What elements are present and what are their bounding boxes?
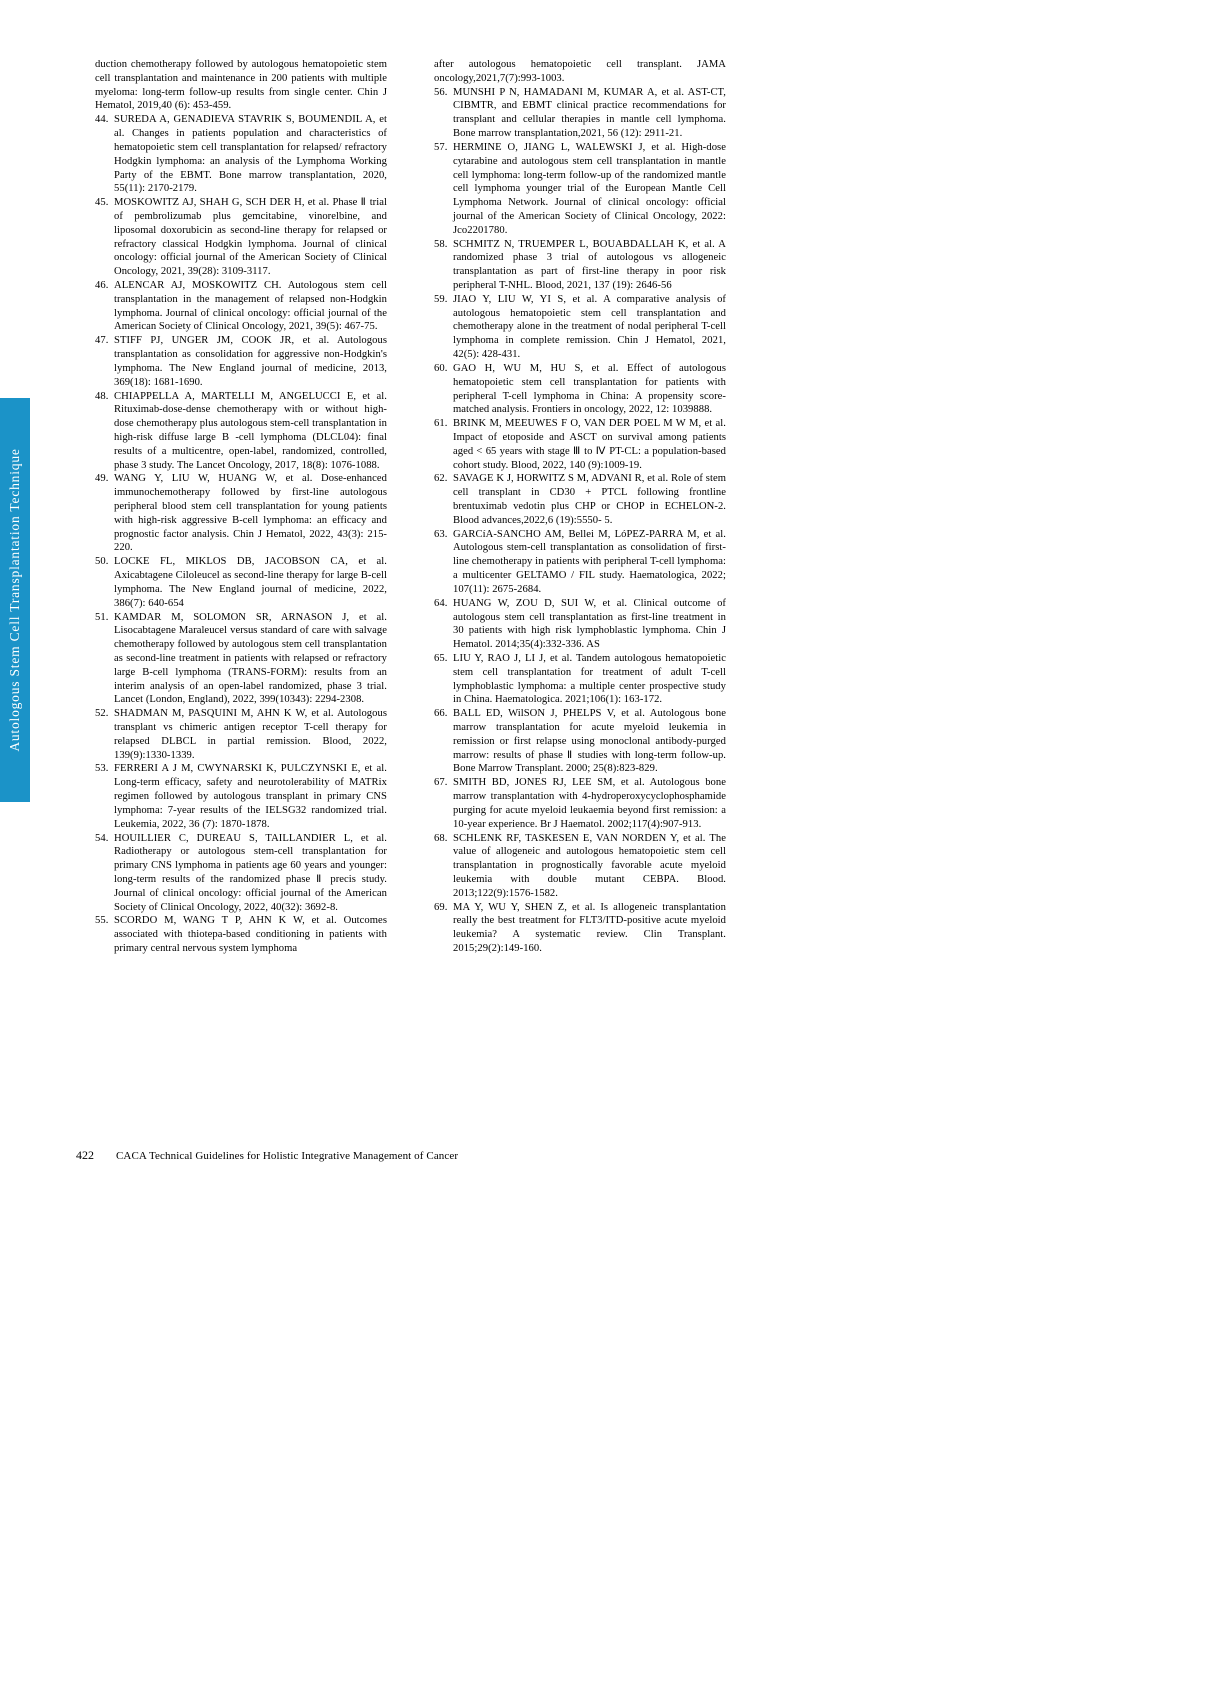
columns-wrapper	[95, 58, 1125, 956]
page-number: 422	[76, 1148, 94, 1162]
reference-text: HOUILLIER C, DUREAU S, TAILLANDIER L, et al. Radiotherapy or autologous stem-cell transplantation for primary CNS lymphoma in patients age 60 years and younger: long-term results of the randomized phase Ⅱ precis study. Journal of clinical oncology: official journal of the American Society of Clinical Oncology, 2022, 40(32): 3692-8.	[114, 832, 387, 913]
reference-item	[95, 113, 387, 196]
reference-text: HERMINE O, JIANG L, WALEWSKI J, et al. High-dose cytarabine and autologous stem cell transplantation in mantle cell lymphoma: long-term follow-up of the randomized mantle cell lymphoma younger trial of the European Mantle Cell Lymphoma Network. Journal of clinical oncology: official journal of the American Society of Clinical Oncology, 2022: Jco2201780.	[453, 141, 726, 236]
reference-list-area	[95, 58, 1125, 956]
reference-number: 55.	[95, 915, 109, 927]
reference-item	[95, 832, 387, 915]
reference-number: 57.	[434, 141, 448, 153]
reference-text: JIAO Y, LIU W, YI S, et al. A comparative analysis of autologous hematopoietic stem cell transplantation and chemotherapy alone in the treatment of nodal peripheral T-cell lymphoma in complete remission. Chin J Hematol, 2021, 42(5): 428-431.	[453, 293, 726, 361]
reference-number: 62.	[434, 473, 448, 485]
reference-text: FERRERI A J M, CWYNARSKI K, PULCZYNSKI E, et al. Long-term efficacy, safety and neurotolerability of MATRix regimen followed by autologous transplant in primary CNS lymphoma: 7-year results of the IELSG32 randomized trial. Leukemia, 2022, 36 (7): 1870-1878.	[114, 763, 387, 830]
reference-item	[95, 611, 387, 708]
reference-item	[95, 555, 387, 610]
reference-text: STIFF PJ, UNGER JM, COOK JR, et al. Autologous transplantation as consolidation for aggressive non-Hodgkin's lymphoma. The New England journal of medicine, 2013, 369(18): 1681-1690.	[114, 335, 387, 388]
side-tab-running-head	[0, 398, 30, 802]
reference-item	[95, 196, 387, 279]
reference-text: ALENCAR AJ, MOSKOWITZ CH. Autologous stem cell transplantation in the management of relapsed non-Hodgkin lymphoma. Journal of clinical oncology: official journal of the American Society of Clinical Oncology, 2021, 39(5): 467-75.	[114, 280, 387, 333]
reference-text: GAO H, WU M, HU S, et al. Effect of autologous hematopoietic stem cell transplantation for patients with peripheral T-cell lymphoma in China: A propensity score-matched analysis. Frontiers in oncology, 2022, 12: 1039888.	[453, 362, 726, 416]
reference-item	[95, 279, 387, 334]
footer-title: CACA Technical Guidelines for Holistic Integrative Management of Cancer	[116, 1150, 459, 1162]
reference-item	[95, 472, 387, 555]
reference-number: 49.	[95, 473, 109, 485]
reference-text: BALL ED, WilSON J, PHELPS V, et al. Autologous bone marrow transplantation for acute myeloid leukemia in remission or first relapse using monoclonal antibody-purged marrow: results of phase Ⅱ studies with long-term follow-up. Bone Marrow Transplant. 2000; 25(8):823-829.	[453, 708, 726, 775]
reference-number: 66.	[434, 708, 448, 720]
reference-text: LOCKE FL, MIKLOS DB, JACOBSON CA, et al. Axicabtagene Ciloleucel as second-line therapy for large B-cell lymphoma. The New England journal of medicine, 2022, 386(7): 640-654	[114, 556, 387, 609]
reference-text: SCHLENK RF, TASKESEN E, VAN NORDEN Y, et al. The value of allogeneic and autologous hematopoietic stem cell transplantation in prognostically favorable acute myeloid leukemia with double mutant CEBPA. Blood. 2013;122(9):1576-1582.	[453, 832, 726, 899]
reference-number: 47.	[95, 335, 109, 347]
reference-item	[95, 707, 387, 762]
reference-number: 54.	[95, 832, 109, 844]
reference-item	[434, 58, 726, 86]
reference-text: SCORDO M, WANG T P, AHN K W, et al. Outcomes associated with thiotepa-based conditioning in patients with primary central nervous system lymphoma	[114, 915, 387, 954]
reference-number: 46.	[95, 280, 109, 291]
reference-item	[434, 652, 726, 707]
reference-text: SMITH BD, JONES RJ, LEE SM, et al. Autologous bone marrow transplantation with 4-hydroperoxycyclophosphamide purging for acute myeloid leukaemia beyond first remission: a 10-year experience. Br J Haematol. 2002;117(4):907-913.	[453, 777, 726, 830]
reference-item	[434, 417, 726, 472]
reference-text: SCHMITZ N, TRUEMPER L, BOUABDALLAH K, et al. A randomized phase 3 trial of autologous vs allogeneic transplantation as part of first-line therapy in poor risk peripheral T-NHL. Blood, 2021, 137 (19): 2646-56	[453, 238, 726, 291]
reference-text: KAMDAR M, SOLOMON SR, ARNASON J, et al. Lisocabtagene Maraleucel versus standard of care with salvage chemotherapy followed by autologous stem cell transplantation as second-line treatment in patients with relapsed or refractory large B-cell lymphoma (TRANS-FORM): results from an interim analysis of an open-label randomized, phase 3 trial. Lancet (London, England), 2022, 399(10343): 2294-2308.	[114, 611, 387, 706]
reference-text: MUNSHI P N, HAMADANI M, KUMAR A, et al. AST-CT, CIBMTR, and EBMT clinical practice recommendations for transplant and cellular therapies in mantle cell lymphoma. Bone marrow transplantation,2021, 56 (12): 2911-21.	[453, 86, 726, 140]
reference-item	[95, 914, 387, 955]
reference-number: 56.	[434, 86, 448, 98]
reference-number: 51.	[95, 611, 109, 623]
reference-text: CHIAPPELLA A, MARTELLI M, ANGELUCCI E, et al. Rituximab-dose-dense chemotherapy with or without high-dose chemotherapy plus autologous stem-cell transplantation in high-risk diffuse large B -cell lymphoma (DLCL04): final results of a multicentre, open-label, randomized, controlled, phase 3 study. The Lancet Oncology, 2017, 18(8): 1076-1088.	[114, 390, 387, 471]
reference-text: after autologous hematopoietic cell transplant. JAMA oncology,2021,7(7):993-1003.	[434, 59, 726, 84]
reference-text: MOSKOWITZ AJ, SHAH G, SCH DER H, et al. Phase Ⅱ trial of pembrolizumab plus gemcitabine, vinorelbine, and liposomal doxorubicin as second-line therapy for relapsed or refractory classical Hodgkin lymphoma. Journal of clinical oncology: official journal of the American Society of Clinical Oncology, 2021, 39(28): 3109-3117.	[114, 197, 387, 278]
reference-text: duction chemotherapy followed by autologous hematopoietic stem cell transplantation and maintenance in 200 patients with multiple myeloma: long-term follow-up results from single center. Chin J Hematol, 2019,40 (6): 453-459.	[95, 59, 387, 112]
reference-text: SHADMAN M, PASQUINI M, AHN K W, et al. Autologous transplant vs chimeric antigen receptor T-cell therapy for relapsed DLBCL in partial remission. Blood, 2022, 139(9):1330-1339.	[114, 708, 387, 761]
reference-item	[95, 58, 387, 113]
reference-number: 48.	[95, 390, 109, 402]
reference-item	[95, 334, 387, 389]
reference-item	[95, 390, 387, 473]
reference-item	[434, 293, 726, 362]
reference-number: 50.	[95, 556, 109, 568]
reference-number: 58.	[434, 238, 448, 250]
reference-item	[434, 528, 726, 597]
reference-number: 45.	[95, 197, 109, 209]
left-column	[95, 58, 387, 956]
reference-number: 65.	[434, 652, 448, 664]
reference-text: LIU Y, RAO J, LI J, et al. Tandem autologous hematopoietic stem cell transplantation for treatment of adult T-cell lymphoblastic lymphoma: a multiple center prospective study in China. Haematologica. 2021;106(1): 163-172.	[453, 652, 726, 706]
reference-item	[95, 762, 387, 831]
page-footer	[76, 1148, 1136, 1163]
reference-number: 52.	[95, 708, 109, 720]
reference-text: MA Y, WU Y, SHEN Z, et al. Is allogeneic transplantation really the best treatment for FLT3/ITD-positive acute myeloid leukemia? A systematic review. Clin Transplant. 2015;29(2):149-160.	[453, 901, 726, 954]
reference-item	[434, 238, 726, 293]
reference-item	[434, 141, 726, 238]
reference-item	[434, 901, 726, 956]
reference-number: 59.	[434, 293, 448, 305]
side-tab-label: Autologous Stem Cell Transplantation Technique	[7, 448, 22, 752]
reference-text: BRINK M, MEEUWES F O, VAN DER POEL M W M, et al. Impact of etoposide and ASCT on survival among patients aged < 65 years with stage Ⅲ to Ⅳ PT-CL: a population-based cohort study. Blood, 2022, 140 (9):1009-19.	[453, 418, 726, 471]
reference-item	[434, 832, 726, 901]
reference-number: 53.	[95, 763, 109, 775]
reference-text: GARCíA-SANCHO AM, Bellei M, LóPEZ-PARRA M, et al. Autologous stem-cell transplantation as consolidation of first-line chemotherapy in patients with peripheral T-cell lymphoma: a multicenter GELTAMO / FIL study. Haematologica, 2022; 107(11): 2675-2684.	[453, 528, 726, 595]
reference-number: 60.	[434, 362, 448, 374]
reference-item	[434, 776, 726, 831]
reference-number: 67.	[434, 777, 448, 789]
reference-number: 63.	[434, 528, 448, 540]
reference-number: 69.	[434, 901, 448, 913]
reference-text: WANG Y, LIU W, HUANG W, et al. Dose-enhanced immunochemotherapy followed by first-line autologous peripheral blood stem cell transplantation for young patients with high-risk aggressive B-cell lymphoma: an efficacy and prognostic factor analysis. Chin J Hematol, 2022, 43(3): 215-220.	[114, 473, 387, 554]
reference-text: SAVAGE K J, HORWITZ S M, ADVANI R, et al. Role of stem cell transplant in CD30 + PTCL following frontline brentuximab vedotin plus CHP or CHOP in ECHELON-2. Blood advances,2022,6 (19):5550- 5.	[453, 473, 726, 526]
reference-item	[434, 597, 726, 652]
reference-item	[434, 86, 726, 141]
reference-text: SUREDA A, GENADIEVA STAVRIK S, BOUMENDIL A, et al. Changes in patients population and characteristics of hematopoietic stem cell transplantation for relapsed/ refractory Hodgkin lymphoma: an analysis of the Lymphoma Working Party of the EBMT. Bone marrow transplantation, 2020, 55(11): 2170-2179.	[114, 114, 387, 195]
reference-item	[434, 472, 726, 527]
reference-text: HUANG W, ZOU D, SUI W, et al. Clinical outcome of autologous stem cell transplantation as first-line treatment in 30 patients with high risk lymphoblastic lymphoma. Chin J Hematol. 2014;35(4):332-336. AS	[453, 597, 726, 651]
reference-number: 61.	[434, 418, 448, 430]
reference-number: 64.	[434, 597, 448, 609]
reference-number: 68.	[434, 832, 448, 844]
reference-item	[434, 362, 726, 417]
right-column	[434, 58, 726, 956]
reference-number: 44.	[95, 114, 109, 126]
reference-item	[434, 707, 726, 776]
